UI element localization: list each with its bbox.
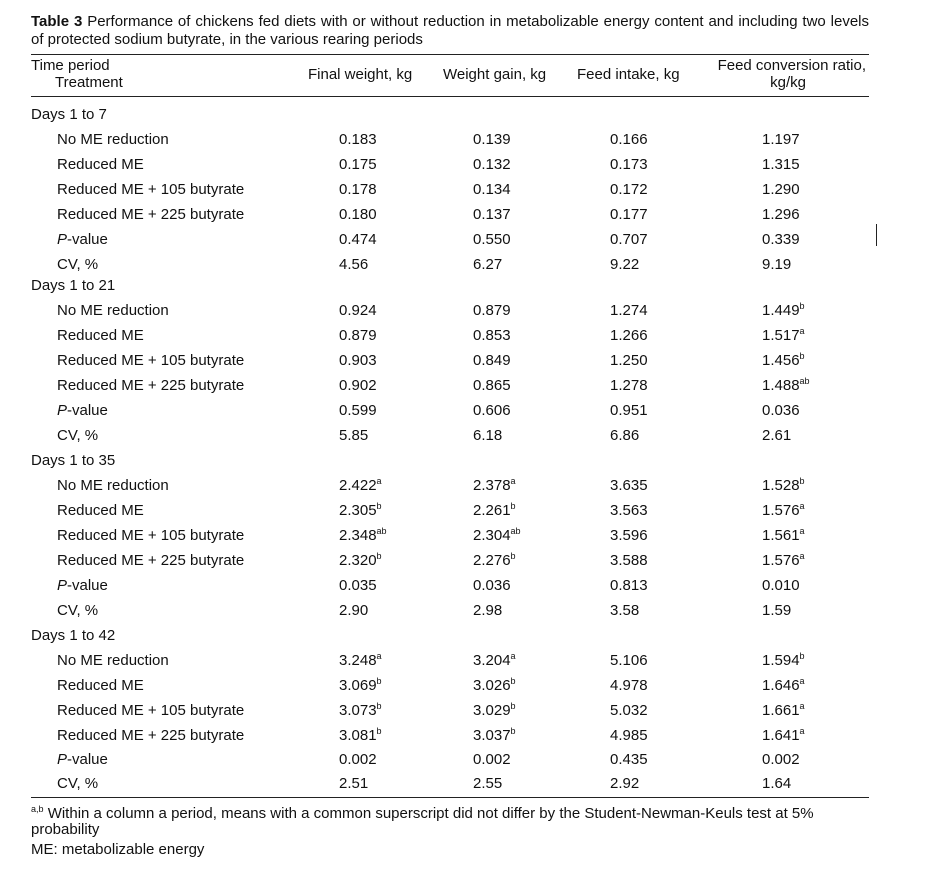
table-number: Table 3: [31, 13, 83, 30]
value-cell: [339, 727, 382, 745]
value-cell: [473, 702, 516, 720]
row-label: CV, %: [57, 427, 99, 444]
value-cell: [339, 181, 377, 199]
value-cell: [610, 652, 648, 670]
value: 2.61: [762, 427, 792, 444]
value-cell: [762, 206, 800, 224]
header-rule: [31, 96, 869, 97]
value-cell: [762, 377, 810, 395]
value: 0.002: [473, 751, 511, 768]
value: 1.290: [762, 181, 800, 198]
value-cell: [473, 402, 511, 420]
row-label-p-value: [57, 402, 108, 420]
value: 3.563: [610, 502, 648, 519]
value: 3.037: [473, 727, 511, 744]
value-cell: [610, 181, 648, 199]
value: 1.59: [762, 602, 792, 619]
value-cell: [339, 377, 377, 395]
value: 1.64: [762, 775, 792, 792]
value: 2.98: [473, 602, 503, 619]
value: 0.924: [339, 302, 377, 319]
value: 0.849: [473, 352, 511, 369]
value-cell: [473, 181, 511, 199]
header-fcr-line2: kg/kg: [770, 74, 806, 91]
significance-superscript: b: [376, 501, 382, 511]
value-cell: [762, 751, 800, 769]
value-cell: [473, 502, 516, 520]
row-label: CV, %: [57, 256, 99, 273]
p-italic: P: [57, 577, 68, 594]
value: 0.606: [473, 402, 511, 419]
value: 0.865: [473, 377, 511, 394]
value-cell: [473, 131, 511, 149]
value-cell: [762, 231, 800, 249]
value: 3.204: [473, 652, 511, 669]
value: 2.422: [339, 477, 377, 494]
significance-superscript: a: [799, 676, 805, 686]
value-cell: [610, 477, 648, 495]
value-cell: [339, 256, 368, 274]
value-cell: [762, 156, 800, 174]
value: 2.305: [339, 502, 377, 519]
p-italic: P: [57, 751, 68, 768]
value-cell: [339, 477, 382, 495]
value-cell: [610, 131, 648, 149]
significance-superscript: b: [376, 701, 382, 711]
period-label: Days 1 to 7: [31, 106, 107, 123]
value: 1.449: [762, 302, 800, 319]
value: 1.296: [762, 206, 800, 223]
value: 5.106: [610, 652, 648, 669]
value-cell: [610, 602, 639, 620]
value-cell: [762, 477, 805, 495]
table-caption: [31, 13, 869, 49]
value-cell: [339, 775, 368, 793]
value-cell: [762, 427, 791, 445]
value-cell: [473, 751, 511, 769]
period-label: Days 1 to 21: [31, 277, 116, 294]
significance-superscript: a: [510, 651, 516, 661]
value-cell: [339, 231, 377, 249]
value: 0.474: [339, 231, 377, 248]
value-cell: [473, 775, 502, 793]
value-cell: [610, 256, 639, 274]
p-rest: -value: [67, 231, 108, 248]
significance-superscript: b: [510, 501, 516, 511]
value-cell: [762, 552, 805, 570]
value-cell: [339, 751, 377, 769]
value-cell: [473, 477, 516, 495]
p-italic: P: [57, 402, 68, 419]
value-cell: [610, 402, 648, 420]
row-label: CV, %: [57, 775, 99, 792]
significance-superscript: a: [799, 526, 805, 536]
value-cell: [610, 702, 648, 720]
value-cell: [473, 206, 511, 224]
value: 3.635: [610, 477, 648, 494]
value: 0.036: [473, 577, 511, 594]
value: 0.903: [339, 352, 377, 369]
caption-text: Performance of chickens fed diets with or without reduction in metabolizable energy content and including two levels of protected sodium butyrate, in the various rearing periods: [31, 13, 870, 48]
significance-superscript: ab: [376, 526, 387, 536]
bottom-rule: [31, 797, 869, 798]
value-cell: [762, 502, 805, 520]
significance-superscript: a: [799, 326, 805, 336]
value: 4.56: [339, 256, 369, 273]
value: 1.641: [762, 727, 800, 744]
value-cell: [473, 677, 516, 695]
significance-superscript: b: [799, 301, 805, 311]
text-cursor-mark: [876, 224, 877, 246]
value-cell: [610, 577, 648, 595]
value-cell: [473, 427, 502, 445]
value-cell: [762, 402, 800, 420]
value: 3.081: [339, 727, 377, 744]
value-cell: [473, 577, 511, 595]
value-cell: [473, 652, 516, 670]
value: 0.853: [473, 327, 511, 344]
value-cell: [762, 327, 805, 345]
value: 2.320: [339, 552, 377, 569]
value-cell: [339, 131, 377, 149]
value: 0.178: [339, 181, 377, 198]
value: 0.707: [610, 231, 648, 248]
significance-superscript: b: [799, 651, 805, 661]
value: 0.132: [473, 156, 511, 173]
value: 0.951: [610, 402, 648, 419]
value-cell: [762, 577, 800, 595]
value-cell: [610, 302, 648, 320]
value-cell: [610, 727, 648, 745]
value: 0.035: [339, 577, 377, 594]
value: 2.304: [473, 527, 511, 544]
value: 1.561: [762, 527, 800, 544]
value: 2.55: [473, 775, 503, 792]
value-cell: [339, 352, 377, 370]
row-label: Reduced ME + 105 butyrate: [57, 702, 245, 719]
value: 0.166: [610, 131, 648, 148]
row-label: Reduced ME + 225 butyrate: [57, 727, 245, 744]
row-label: Reduced ME: [57, 502, 144, 519]
footnote-text: Within a column a period, means with a common superscript did not differ by the Student-Newman-Keuls test at 5% probability: [31, 805, 814, 838]
value: 0.183: [339, 131, 377, 148]
p-rest: -value: [67, 751, 108, 768]
value-cell: [762, 302, 805, 320]
value-cell: [339, 677, 382, 695]
value: 1.456: [762, 352, 800, 369]
value-cell: [339, 702, 382, 720]
value: 3.069: [339, 677, 377, 694]
row-label: Reduced ME: [57, 156, 144, 173]
value: 0.134: [473, 181, 511, 198]
value: 2.51: [339, 775, 369, 792]
value-cell: [762, 652, 805, 670]
value: 6.27: [473, 256, 503, 273]
value: 6.18: [473, 427, 503, 444]
value-cell: [762, 602, 791, 620]
value-cell: [339, 527, 387, 545]
value-cell: [339, 302, 377, 320]
row-label-p-value: [57, 577, 108, 595]
row-label: Reduced ME + 225 butyrate: [57, 377, 245, 394]
value: 1.197: [762, 131, 800, 148]
value-cell: [339, 502, 382, 520]
significance-superscript: a: [799, 726, 805, 736]
value-cell: [473, 727, 516, 745]
value-cell: [610, 527, 648, 545]
value: 1.576: [762, 552, 800, 569]
value-cell: [610, 156, 648, 174]
value: 0.813: [610, 577, 648, 594]
value: 5.85: [339, 427, 369, 444]
value: 5.032: [610, 702, 648, 719]
row-label: Reduced ME + 105 butyrate: [57, 352, 245, 369]
footnote-superscript: a,b: [31, 804, 44, 814]
value-cell: [473, 256, 502, 274]
value-cell: [473, 552, 516, 570]
top-rule: [31, 54, 869, 55]
value-cell: [610, 377, 648, 395]
significance-superscript: ab: [799, 376, 810, 386]
significance-superscript: b: [510, 726, 516, 736]
value-cell: [339, 577, 377, 595]
value: 3.073: [339, 702, 377, 719]
value: 1.646: [762, 677, 800, 694]
value-cell: [339, 427, 368, 445]
value: 0.002: [762, 751, 800, 768]
header-fcr-line1: Feed conversion ratio,: [717, 57, 866, 74]
value-cell: [473, 327, 511, 345]
significance-superscript: b: [510, 701, 516, 711]
value: 0.879: [473, 302, 511, 319]
significance-superscript: b: [376, 726, 382, 736]
period-label: Days 1 to 35: [31, 452, 116, 469]
row-label-p-value: [57, 751, 108, 769]
value: 0.036: [762, 402, 800, 419]
value-cell: [610, 775, 639, 793]
value-cell: [762, 775, 791, 793]
value: 0.550: [473, 231, 511, 248]
p-rest: -value: [67, 577, 108, 594]
value-cell: [762, 256, 791, 274]
value: 3.58: [610, 602, 640, 619]
row-label: Reduced ME: [57, 327, 144, 344]
value-cell: [473, 352, 511, 370]
value-cell: [339, 327, 377, 345]
value: 1.488: [762, 377, 800, 394]
significance-superscript: b: [376, 551, 382, 561]
row-label-p-value: [57, 231, 108, 249]
row-label: Reduced ME + 105 butyrate: [57, 181, 245, 198]
row-label: No ME reduction: [57, 477, 169, 494]
value-cell: [610, 327, 648, 345]
value: 3.026: [473, 677, 511, 694]
value-cell: [762, 677, 805, 695]
value-cell: [610, 231, 648, 249]
value-cell: [473, 231, 511, 249]
significance-superscript: b: [376, 676, 382, 686]
value-cell: [762, 702, 805, 720]
row-label: Reduced ME + 225 butyrate: [57, 552, 245, 569]
row-label: No ME reduction: [57, 302, 169, 319]
value: 0.002: [339, 751, 377, 768]
p-rest: -value: [67, 402, 108, 419]
value-cell: [339, 552, 382, 570]
significance-superscript: a: [376, 651, 382, 661]
value: 9.19: [762, 256, 792, 273]
header-final-weight: Final weight, kg: [308, 66, 413, 83]
value: 3.596: [610, 527, 648, 544]
value: 1.278: [610, 377, 648, 394]
value-cell: [339, 402, 377, 420]
value: 0.137: [473, 206, 511, 223]
value: 0.177: [610, 206, 648, 223]
p-italic: P: [57, 231, 68, 248]
significance-superscript: b: [799, 351, 805, 361]
value: 0.175: [339, 156, 377, 173]
value-cell: [610, 751, 648, 769]
value: 2.378: [473, 477, 511, 494]
value: 4.985: [610, 727, 648, 744]
header-time-period: Time period: [31, 57, 110, 74]
header-fcr: [700, 57, 866, 91]
value: 1.250: [610, 352, 648, 369]
header-weight-gain: Weight gain, kg: [443, 66, 547, 83]
header-treatment: Treatment: [55, 74, 123, 91]
value-cell: [473, 602, 502, 620]
significance-superscript: ab: [510, 526, 521, 536]
value: 2.90: [339, 602, 369, 619]
value: 1.315: [762, 156, 800, 173]
value-cell: [339, 602, 368, 620]
value-cell: [339, 156, 377, 174]
value: 0.339: [762, 231, 800, 248]
value-cell: [339, 206, 377, 224]
value-cell: [339, 652, 382, 670]
value: 2.261: [473, 502, 511, 519]
value-cell: [473, 377, 511, 395]
value: 0.010: [762, 577, 800, 594]
value: 4.978: [610, 677, 648, 694]
footnote-significance: [31, 806, 876, 838]
value-cell: [473, 527, 521, 545]
significance-superscript: b: [510, 551, 516, 561]
value-cell: [762, 527, 805, 545]
significance-superscript: a: [799, 501, 805, 511]
value: 3.588: [610, 552, 648, 569]
value: 0.139: [473, 131, 511, 148]
value-cell: [610, 427, 639, 445]
significance-superscript: b: [510, 676, 516, 686]
value: 1.517: [762, 327, 800, 344]
value-cell: [610, 677, 648, 695]
value: 2.276: [473, 552, 511, 569]
value-cell: [762, 727, 805, 745]
value: 9.22: [610, 256, 640, 273]
value: 3.029: [473, 702, 511, 719]
value: 0.435: [610, 751, 648, 768]
row-label: No ME reduction: [57, 131, 169, 148]
value-cell: [473, 302, 511, 320]
row-label: Reduced ME + 105 butyrate: [57, 527, 245, 544]
row-label: Reduced ME: [57, 677, 144, 694]
value: 0.599: [339, 402, 377, 419]
value-cell: [762, 181, 800, 199]
value: 3.248: [339, 652, 377, 669]
value: 0.180: [339, 206, 377, 223]
value-cell: [610, 552, 648, 570]
value: 0.173: [610, 156, 648, 173]
row-label: Reduced ME + 225 butyrate: [57, 206, 245, 223]
value-cell: [610, 352, 648, 370]
value-cell: [610, 206, 648, 224]
value: 1.528: [762, 477, 800, 494]
value-cell: [762, 131, 800, 149]
value: 1.576: [762, 502, 800, 519]
header-feed-intake: Feed intake, kg: [577, 66, 680, 83]
value-cell: [762, 352, 805, 370]
significance-superscript: b: [799, 476, 805, 486]
period-label: Days 1 to 42: [31, 627, 116, 644]
value: 0.172: [610, 181, 648, 198]
value: 1.594: [762, 652, 800, 669]
value: 0.902: [339, 377, 377, 394]
value: 1.661: [762, 702, 800, 719]
row-label: CV, %: [57, 602, 99, 619]
value: 2.348: [339, 527, 377, 544]
value: 0.879: [339, 327, 377, 344]
significance-superscript: a: [799, 551, 805, 561]
value-cell: [610, 502, 648, 520]
footnote-abbreviation: ME: metabolizable energy: [31, 841, 205, 858]
value: 6.86: [610, 427, 640, 444]
value: 1.266: [610, 327, 648, 344]
significance-superscript: a: [376, 476, 382, 486]
value-cell: [473, 156, 511, 174]
significance-superscript: a: [510, 476, 516, 486]
value: 1.274: [610, 302, 648, 319]
row-label: No ME reduction: [57, 652, 169, 669]
significance-superscript: a: [799, 701, 805, 711]
value: 2.92: [610, 775, 640, 792]
